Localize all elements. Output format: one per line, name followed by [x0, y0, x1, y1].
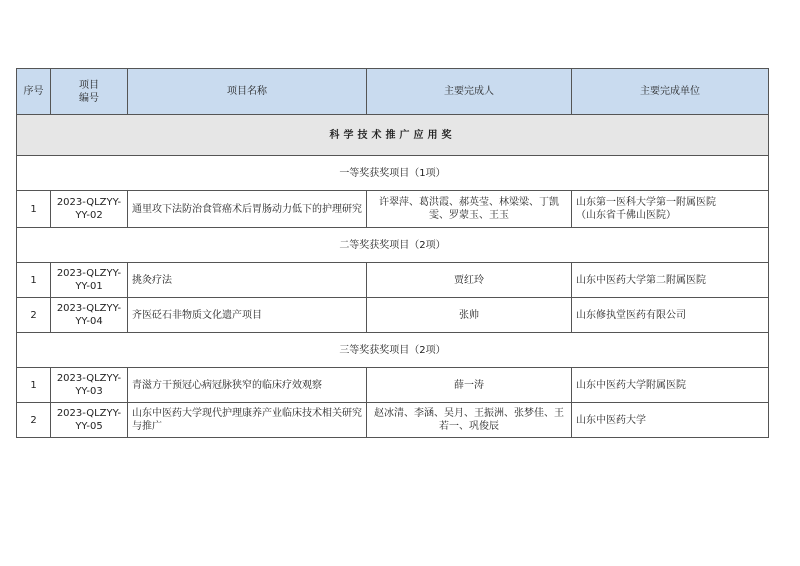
cell-people: 赵冰清、李涵、吴月、王振洲、张梦佳、王若一、巩俊辰 [367, 403, 572, 438]
table-row [17, 298, 769, 333]
header-name: 项目名称 [128, 69, 367, 115]
cell-code-code-line1: 2023-QLZYY- [56, 303, 122, 314]
tier-row [17, 228, 769, 263]
cell-project-name: 挑灸疗法 [128, 263, 367, 298]
cell-code [51, 403, 128, 438]
cell-code-code-line2: YY-04 [75, 316, 103, 327]
cell-index: 1 [17, 191, 51, 228]
cell-code-code-line2: YY-01 [75, 281, 103, 292]
cell-index: 1 [17, 368, 51, 403]
tier-title: 三等奖获奖项目（2项） [17, 333, 769, 368]
cell-code [51, 263, 128, 298]
cell-people: 张帅 [367, 298, 572, 333]
cell-unit [572, 263, 769, 298]
cell-unit-line1: 山东修执堂医药有限公司 [576, 309, 686, 321]
cell-code-code-line1: 2023-QLZYY- [56, 197, 122, 208]
table-row [17, 368, 769, 403]
cell-project-name: 通里攻下法防治食管癌术后胃肠动力低下的护理研究 [128, 191, 367, 228]
cell-code-code-line1: 2023-QLZYY- [56, 373, 122, 384]
tier-title: 一等奖获奖项目（1项） [17, 156, 769, 191]
cell-project-name: 齐医砭石非物质文化遗产项目 [128, 298, 367, 333]
awards-table [16, 68, 769, 438]
tier-title: 二等奖获奖项目（2项） [17, 228, 769, 263]
cell-unit-line1: 山东中医药大学第二附属医院 [576, 274, 706, 286]
cell-code [51, 368, 128, 403]
tier-row [17, 156, 769, 191]
cell-index: 1 [17, 263, 51, 298]
header-index: 序号 [17, 69, 51, 115]
cell-code-code-line1: 2023-QLZYY- [56, 408, 122, 419]
cell-people: 贾红玲 [367, 263, 572, 298]
tier-row [17, 333, 769, 368]
cell-code-code-line2: YY-03 [75, 386, 103, 397]
cell-code [51, 191, 128, 228]
cell-people: 薛一涛 [367, 368, 572, 403]
cell-project-name: 山东中医药大学现代护理康养产业临床技术相关研究与推广 [128, 403, 367, 438]
cell-unit [572, 191, 769, 228]
cell-code-code-line2: YY-02 [75, 210, 103, 221]
section-row [17, 115, 769, 156]
table-row [17, 403, 769, 438]
cell-unit-line1: 山东第一医科大学第一附属医院 [576, 197, 716, 208]
header-code-line2: 编号 [79, 92, 99, 104]
cell-index: 2 [17, 298, 51, 333]
table-row [17, 263, 769, 298]
header-people: 主要完成人 [367, 69, 572, 115]
cell-unit [572, 298, 769, 333]
cell-index: 2 [17, 403, 51, 438]
cell-unit-line2: （山东省千佛山医院） [576, 210, 676, 221]
section-title: 科学技术推广应用奖 [17, 115, 769, 156]
header-unit: 主要完成单位 [572, 69, 769, 115]
table-row [17, 191, 769, 228]
cell-people: 许翠萍、葛洪霞、郝英莹、林梁梁、丁凯雯、罗蒙玉、王玉 [367, 191, 572, 228]
cell-unit-line1: 山东中医药大学附属医院 [576, 379, 686, 391]
cell-project-name: 青滋方干预冠心病冠脉狭窄的临床疗效观察 [128, 368, 367, 403]
cell-code [51, 298, 128, 333]
header-code-line1: 项目 [79, 79, 99, 91]
table-body [17, 115, 769, 438]
cell-code-code-line2: YY-05 [75, 421, 103, 432]
cell-unit [572, 403, 769, 438]
cell-unit-line1: 山东中医药大学 [576, 414, 646, 426]
cell-code-code-line1: 2023-QLZYY- [56, 268, 122, 279]
header-code [51, 69, 128, 115]
cell-unit [572, 368, 769, 403]
header-row [17, 69, 769, 115]
